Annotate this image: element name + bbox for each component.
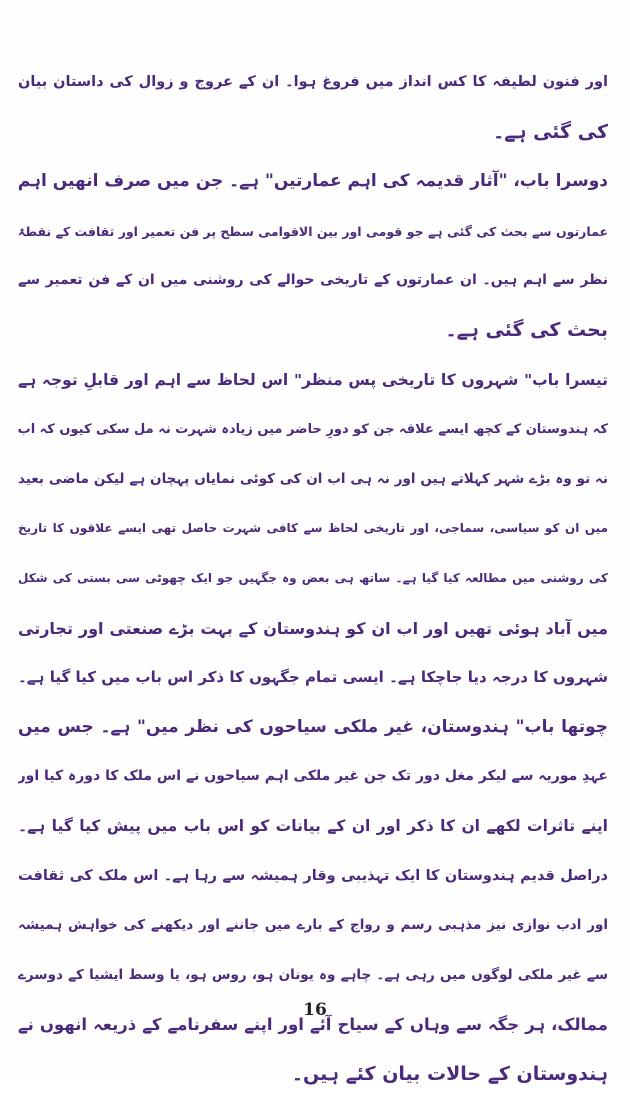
text-line: عمارتوں سے بحث کی گئی ہے جو قومی اور بین الاقوامی سطح پر فن تعمیر اور ثقافت کے نقطۂ <box>18 223 608 239</box>
text-line: کہ ہندوستان کے کچھ ایسے علاقہ جن کو دورِ حاضر میں زیادہ شہرت نہ مل سکی کیوں کہ اب <box>18 422 608 438</box>
text-line: دوسرا باب، "آثار قدیمہ کی اہم عمارتیں" ہے۔ جن میں صرف انھیں اہم <box>18 171 608 192</box>
text-line: نہ تو وہ بڑے شہر کہلاتے ہیں اور نہ ہی اب ان کی کوئی نمایاں پہچان ہے لیکن ماضی بعید <box>18 470 608 487</box>
text-line: میں ان کو سیاسی، سماجی، اور تاریخی لحاظ سے کافی شہرت حاصل تھی ایسے علاقوں کا تاریخ <box>18 521 608 536</box>
text-line: کی گئی ہے۔ <box>493 120 608 143</box>
text-line: شہروں کا درجہ دیا جاچکا ہے۔ ایسی تمام جگہوں کا ذکر اس باب میں کیا گیا ہے۔ <box>18 668 608 687</box>
text-line: اور فنون لطیفہ کا کس انداز میں فروغ ہوا۔ ان کے عروج و زوال کی داستان بیان <box>18 74 608 90</box>
text-line: بحث کی گئی ہے۔ <box>445 318 608 341</box>
text-line: نظر سے اہم ہیں۔ ان عمارتوں کے تاریخی حوالے کی روشنی میں ان کے فن تعمیر سے <box>18 272 608 289</box>
text-line: میں آباد ہوئی تھیں اور اب ان کو ہندوستان کے بہت بڑے صنعتی اور تجارتی <box>18 618 608 638</box>
text-line: ہندوستان کے حالات بیان کئے ہیں۔ <box>291 1062 608 1085</box>
text-line: اپنے تاثرات لکھے ان کا ذکر اور ان کے بیانات کو اس باب میں پیش کیا گیا ہے۔ <box>18 816 608 835</box>
text-line: تیسرا باب" شہروں کا تاریخی پس منظر" اس لحاظ سے اہم اور قابلِ توجہ ہے <box>18 370 608 389</box>
text-line: چوتھا باب" ہندوستان، غیر ملکی سیاحوں کی نظر میں" ہے۔ جس میں <box>18 716 608 737</box>
text-line: ممالک، ہر جگہ سے وہاں کے سیاح آئے اور اپنے سفرنامے کے ذریعہ انھوں نے <box>18 1015 608 1035</box>
text-line: سے غیر ملکی لوگوں میں رہی ہے۔ چاہے وہ یونان ہو، روس ہو، یا وسط ایشیا کے دوسرے <box>18 966 608 983</box>
text-line: اور ادب نوازی نیز مذہبی رسم و رواج کے بارے میں جاننے اور دیکھنے کی خواہش ہمیشہ <box>18 917 608 934</box>
page-number: 16 <box>303 1000 327 1020</box>
text-line: کی روشنی میں مطالعہ کیا گیا ہے۔ ساتھ ہی بعض وہ جگہیں جو ایک چھوٹی سی بستی کی شکل <box>18 570 608 585</box>
urdu-text-body <box>18 58 608 1099</box>
text-line: عہدِ موریہ سے لیکر مغل دور تک جن غیر ملکی اہم سیاحوں نے اس ملک کا دورہ کیا اور <box>18 768 608 785</box>
text-line: دراصل قدیم ہندوستان کا ایک تہذیبی وقار ہمیشہ سے رہا ہے۔ اس ملک کی ثقافت <box>18 867 608 884</box>
